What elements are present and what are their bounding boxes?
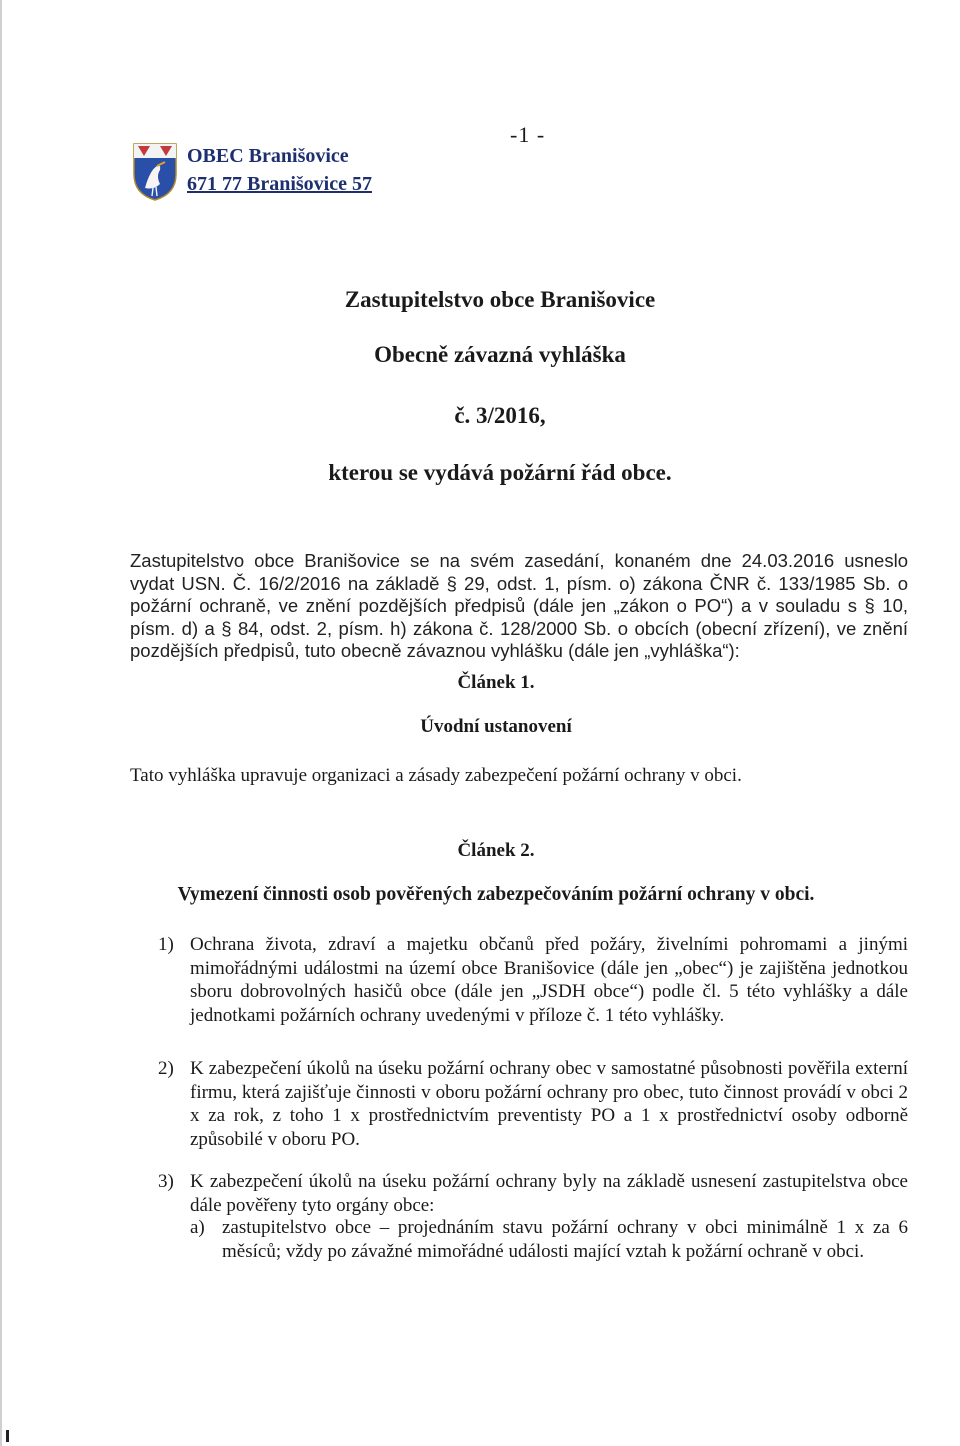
article-2-title: Vymezení činnosti osob pověřených zabezpečováním požární ochrany v obci.: [177, 884, 815, 905]
intro-paragraph: Zastupitelstvo obce Branišovice se na svém zasedání, konaném dne 24.03.2016 usneslo vydat USN. Č. 16/2/2016 na základě § 29, odst. 1, písm. o) zákona ČNR č. 133/1985 Sb. o požární ochraně, ve znění pozdějších předpisů (dále jen „zákon o PO“) a v souladu s § 10, písm. d) a § 84, odst. 2, písm. h) zákona č. 128/2000 Sb. o obcích (obecní zřízení), ve znění pozdějších předpisů, tuto obecně závaznou vyhlášku (dále jen „vyhláška“):: [130, 550, 908, 661]
list-item: [158, 933, 908, 1027]
municipality-address: 671 77 Branišovice 57: [187, 173, 372, 195]
article-1-label: Článek 1.: [457, 672, 535, 693]
sub-list-item-letter: a): [190, 1217, 205, 1238]
list-item-number: 2): [158, 1058, 174, 1079]
list-item-text: K zabezpečení úkolů na úseku požární ochrany obec v samostatné působnosti pověřila externí firmu, která zajišťuje činnosti v oboru požární ochrany pro obec, tuto činnost provádí v obci 2 x za rok, z toho 1 x prostřednictvím preventisty PO a 1 x prostřednictví osoby odborně způsobilé v oboru PO.: [190, 1058, 908, 1150]
article-2-label: Článek 2.: [457, 840, 535, 861]
municipality-header: [130, 140, 460, 210]
list-item: [158, 1170, 908, 1217]
sub-list-item: [190, 1216, 908, 1263]
scan-mark: [6, 1430, 9, 1442]
decree-number: č. 3/2016,: [454, 403, 546, 428]
coat-of-arms-icon: [130, 140, 180, 202]
list-item: [158, 1057, 908, 1151]
council-title: Zastupitelstvo obce Branišovice: [344, 287, 656, 312]
list-item-number: 1): [158, 934, 174, 955]
municipality-name: OBEC Branišovice: [187, 145, 349, 167]
scan-edge: [0, 0, 2, 1446]
article-1-title: Úvodní ustanovení: [420, 716, 572, 737]
sub-list-item-text: zastupitelstvo obce – projednáním stavu požární ochrany v obci minimálně 1 x za 6 měsíců; vždy po závažné mimořádné události mající vztah k požární ochraně v obci.: [222, 1217, 908, 1262]
article-1-text: Tato vyhláška upravuje organizaci a zásady zabezpečení požární ochrany v obci.: [130, 765, 742, 786]
page-number: -1 -: [510, 122, 546, 147]
decree-title: Obecně závazná vyhláška: [374, 342, 626, 367]
list-item-text: Ochrana života, zdraví a majetku občanů před požáry, živelními pohromami a jinými mimořádnými událostmi na území obce Branišovice (dále jen „obec“) je zajištěna jednotkou sboru dobrovolných hasičů obce (dále jen „JSDH obce“) podle čl. 5 této vyhlášky a dále jednotkami požárních ochrany uvedenými v příloze č. 1 této vyhlášky.: [190, 934, 908, 1026]
list-item-number: 3): [158, 1171, 174, 1192]
list-item-text: K zabezpečení úkolů na úseku požární ochrany byly na základě usnesení zastupitelstva obce dále pověřeny tyto orgány obce:: [190, 1171, 908, 1216]
decree-subject: kterou se vydává požární řád obce.: [328, 460, 672, 485]
